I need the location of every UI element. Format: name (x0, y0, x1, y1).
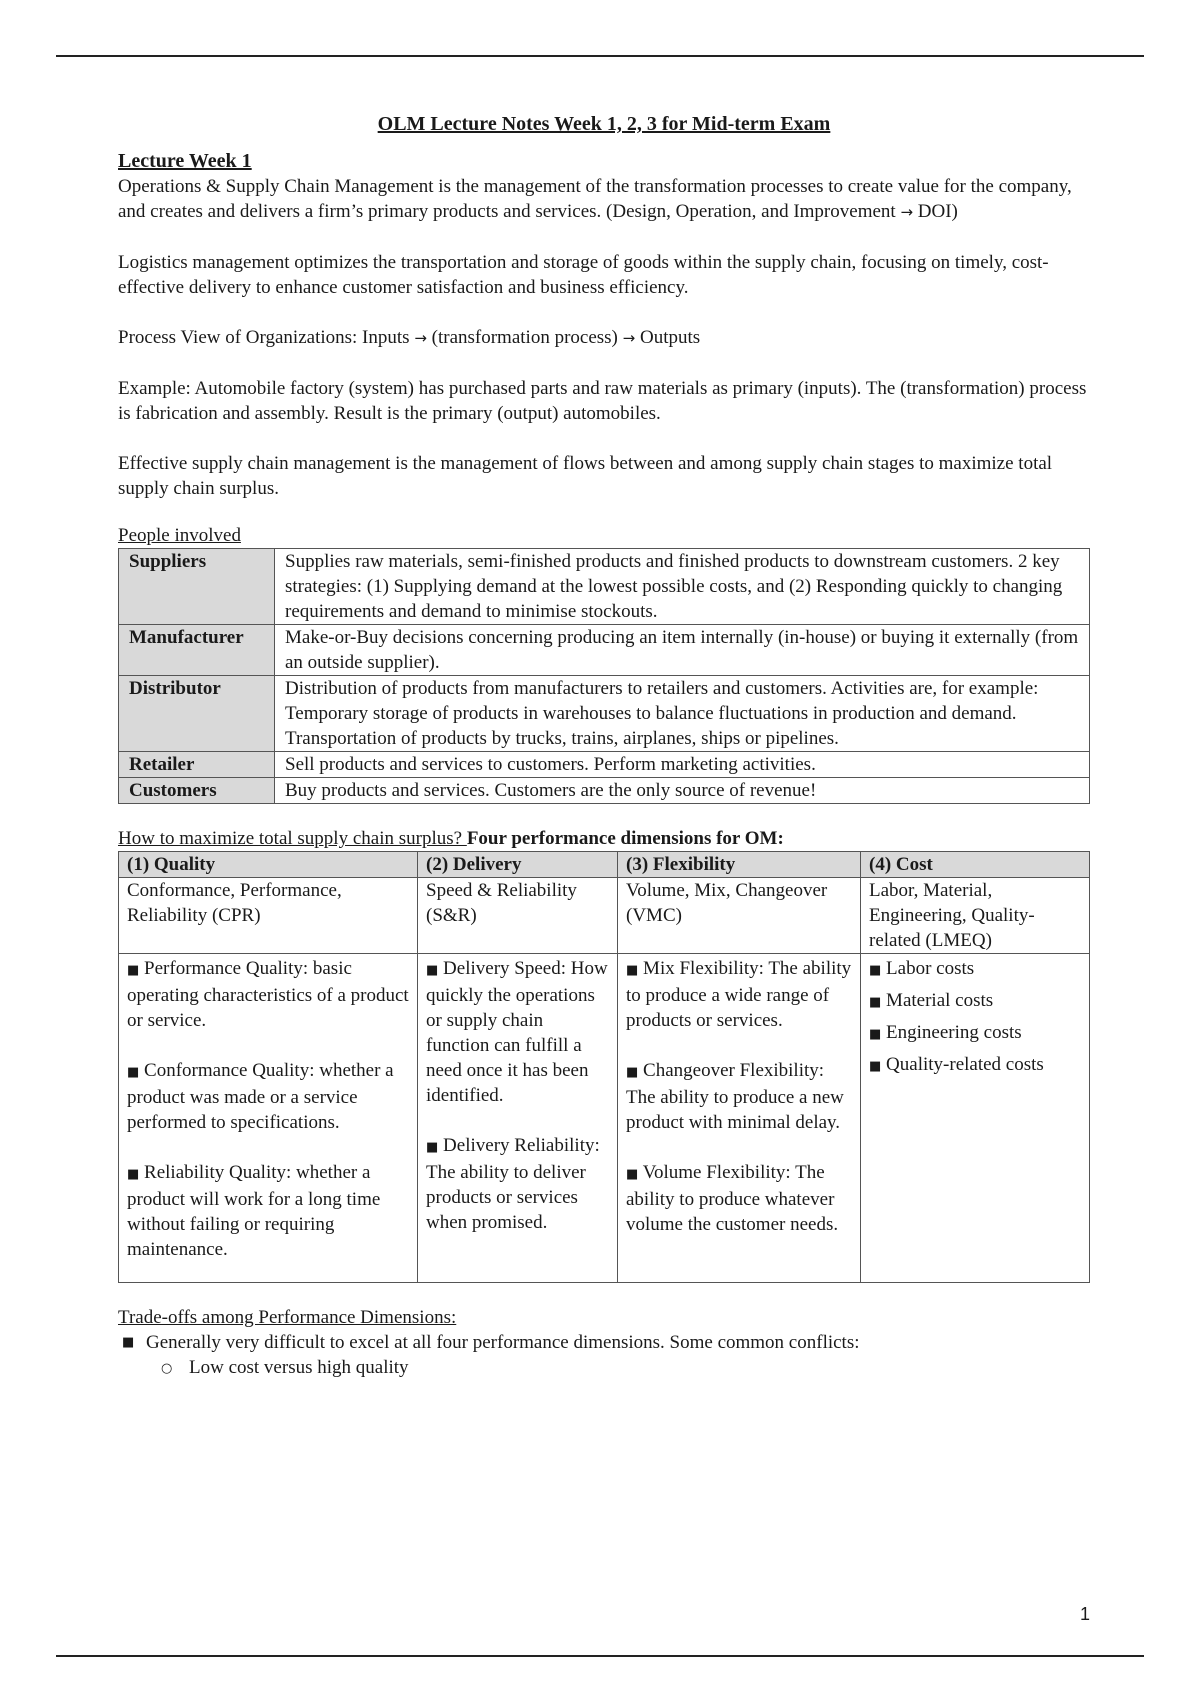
square-bullet-icon: ■ (869, 1059, 882, 1074)
role-cell: Retailer (119, 752, 275, 778)
table-row (119, 676, 1090, 752)
circle-bullet-icon: ○ (161, 1361, 173, 1376)
table-row (119, 625, 1090, 676)
list-item: ■ Engineering costs (869, 1022, 1022, 1043)
square-bullet-icon: ■ (127, 1167, 140, 1182)
list-item: ■ Quality-related costs (869, 1054, 1044, 1075)
delivery-details (418, 954, 618, 1283)
header-cost: (4) Cost (861, 852, 1090, 878)
role-cell: Customers (119, 778, 275, 804)
paragraph-osc-definition: Operations & Supply Chain Management is the management of the transformation processes to create value for the company, and creates and delivers a firm’s primary products and services. (Design, Operation, and Improvement → DOI) (118, 176, 1072, 222)
summary-flexibility: Volume, Mix, Changeover (VMC) (618, 878, 861, 954)
list-item: ■ Material costs (869, 990, 994, 1011)
square-bullet-icon: ■ (869, 963, 882, 978)
people-caption: People involved (118, 525, 241, 546)
tradeoffs-heading: Trade-offs among Performance Dimensions: (118, 1307, 457, 1328)
performance-caption-plain: How to maximize total supply chain surplus? (118, 828, 467, 849)
list-item: ■ Changeover Flexibility: The ability to produce a new product with minimal delay. (626, 1060, 844, 1133)
role-cell: Suppliers (119, 549, 275, 625)
cost-list (869, 956, 1081, 1079)
paragraph-logistics: Logistics management optimizes the transportation and storage of goods within the supply chain, focusing on timely, cost-effective delivery to enhance customer satisfaction and business efficiency. (118, 252, 1049, 298)
page-content (118, 112, 1090, 1380)
performance-caption (118, 826, 1090, 851)
flexibility-details (618, 954, 861, 1283)
list-item: ■ Performance Quality: basic operating characteristics of a product or service. (127, 958, 409, 1031)
top-rule (56, 55, 1144, 57)
tradeoffs-sub-list (146, 1355, 1090, 1380)
table-row (119, 549, 1090, 625)
people-table (118, 548, 1090, 804)
description-cell: Make-or-Buy decisions concerning producing an item internally (in-house) or buying it externally (from an outside supplier). (275, 625, 1090, 676)
list-item: ■ Delivery Speed: How quickly the operations or supply chain function can fulfill a need once it has been identified. (426, 958, 608, 1106)
list-item: ■ Labor costs (869, 958, 975, 979)
section-heading: Lecture Week 1 (118, 150, 252, 172)
document-title: OLM Lecture Notes Week 1, 2, 3 for Mid-term Exam (377, 113, 831, 135)
square-bullet-icon: ■ (626, 1167, 639, 1182)
paragraph-process-view: Process View of Organizations: Inputs → (transformation process) → Outputs (118, 327, 701, 348)
square-bullet-icon: ■ (127, 1065, 140, 1080)
table-row (119, 752, 1090, 778)
square-bullet-icon: ■ (426, 963, 439, 978)
summary-quality: Conformance, Performance, Reliability (CPR) (119, 878, 418, 954)
square-bullet-icon: ■ (626, 1065, 639, 1080)
header-flexibility: (3) Flexibility (618, 852, 861, 878)
description-cell: Buy products and services. Customers are the only source of revenue! (275, 778, 1090, 804)
list-item: ■ Volume Flexibility: The ability to produce whatever volume the customer needs. (626, 1162, 839, 1235)
list-item: ■ Conformance Quality: whether a product was made or a service performed to specifications. (127, 1060, 394, 1133)
tradeoffs-list (118, 1330, 1090, 1380)
list-item: ■ Reliability Quality: whether a product will work for a long time without failing or requiring maintenance. (127, 1162, 381, 1260)
square-bullet-icon: ■ (122, 1335, 135, 1350)
header-quality: (1) Quality (119, 852, 418, 878)
table-row (119, 954, 1090, 1283)
square-bullet-icon: ■ (869, 995, 882, 1010)
list-item: ■ Generally very difficult to excel at all four performance dimensions. Some common conflicts: ○ Low cost versus high quality (118, 1330, 1090, 1380)
list-item: ○ Low cost versus high quality (146, 1355, 1090, 1380)
description-cell: Supplies raw materials, semi-finished products and finished products to downstream customers. 2 key strategies: (1) Supplying demand at the lowest possible costs, and (2) Responding quickly to changing requirements and demand to minimise stockouts. (275, 549, 1090, 625)
paragraph-effective-scm: Effective supply chain management is the management of flows between and among supply chain stages to maximize total supply chain surplus. (118, 453, 1053, 499)
paragraph-example: Example: Automobile factory (system) has purchased parts and raw materials as primary (inputs). The (transformation) process is fabrication and assembly. Result is the primary (output) automobiles. (118, 378, 1087, 424)
performance-table (118, 851, 1090, 1283)
quality-details (119, 954, 418, 1283)
square-bullet-icon: ■ (127, 963, 140, 978)
table-header-row (119, 852, 1090, 878)
page-number: 1 (1079, 1604, 1090, 1624)
square-bullet-icon: ■ (869, 1027, 882, 1042)
bottom-rule (56, 1655, 1144, 1657)
description-cell: Distribution of products from manufacturers to retailers and customers. Activities are, for example: Temporary storage of products in warehouses to balance fluctuations in production and demand. Transportation of products by trucks, trains, airplanes, ships or pipelines. (275, 676, 1090, 752)
performance-caption-bold: Four performance dimensions for OM: (466, 828, 784, 849)
summary-delivery: Speed & Reliability (S&R) (418, 878, 618, 954)
table-row (119, 878, 1090, 954)
summary-cost: Labor, Material, Engineering, Quality-related (LMEQ) (861, 878, 1090, 954)
list-item: ■ Mix Flexibility: The ability to produce a wide range of products or services. (626, 958, 852, 1031)
cost-details (861, 954, 1090, 1283)
square-bullet-icon: ■ (426, 1140, 439, 1155)
list-item: ■ Delivery Reliability: The ability to deliver products or services when promised. (426, 1135, 600, 1233)
role-cell: Manufacturer (119, 625, 275, 676)
table-row (119, 778, 1090, 804)
square-bullet-icon: ■ (626, 963, 639, 978)
description-cell: Sell products and services to customers. Perform marketing activities. (275, 752, 1090, 778)
role-cell: Distributor (119, 676, 275, 752)
header-delivery: (2) Delivery (418, 852, 618, 878)
